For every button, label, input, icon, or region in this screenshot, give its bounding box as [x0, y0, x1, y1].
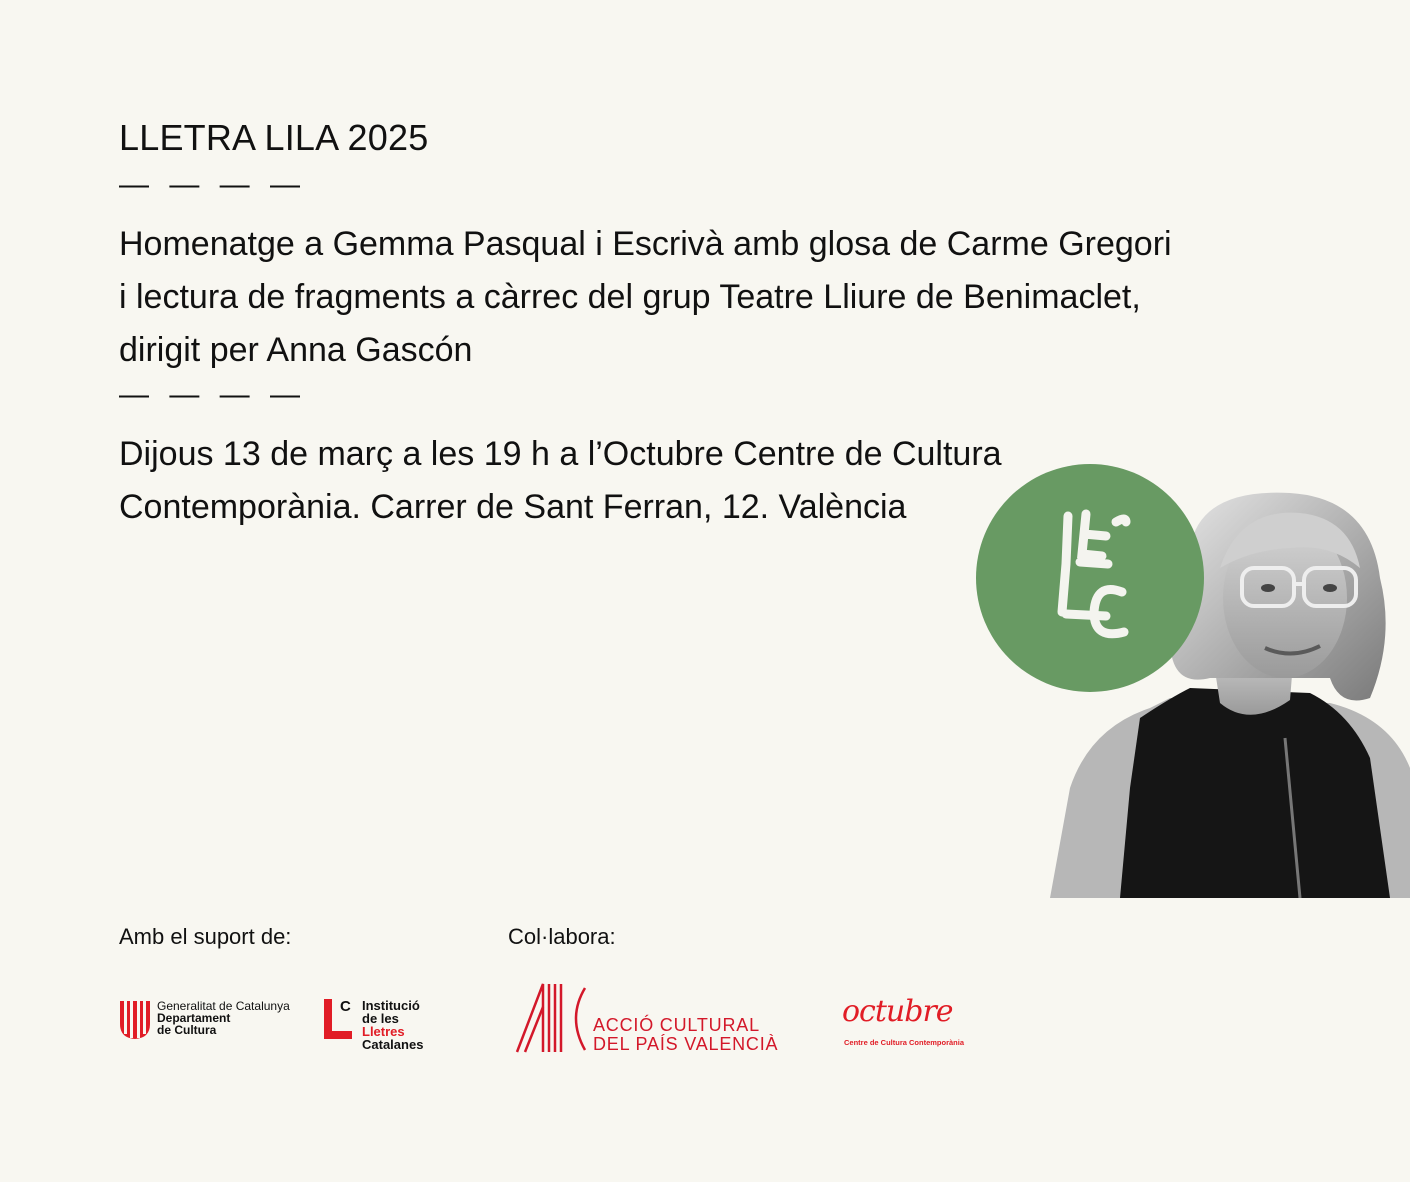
senyera-icon — [119, 1000, 151, 1040]
event-title: LLETRA LILA 2025 — [119, 117, 429, 158]
support-label: Amb el suport de: — [119, 924, 292, 949]
acpv-logo — [515, 982, 779, 1056]
ilc-line-part: de les — [362, 1011, 399, 1026]
generalitat-line: de Cultura — [157, 1023, 217, 1037]
institucio-lletres-logo — [324, 998, 474, 1052]
aelc-logo-icon — [976, 464, 1204, 692]
octubre-logo — [842, 994, 972, 1050]
event-details — [119, 428, 1119, 534]
ilc-line-part: Lletres — [362, 1024, 405, 1039]
collab-label: Col·labora: — [508, 924, 616, 949]
details-line: Contemporània. Carrer de Sant Ferran, 12. València — [119, 488, 907, 526]
description-line: dirigit per Anna Gascón — [119, 331, 473, 369]
description-line: i lectura de fragments a càrrec del grup Teatre Lliure de Benimaclet, — [119, 278, 1141, 316]
octubre-wordmark: octubre — [842, 994, 953, 1029]
ilc-line — [362, 1012, 423, 1038]
octubre-subtitle: Centre de Cultura Contemporània — [844, 1038, 965, 1047]
acpv-line: ACCIÓ CULTURAL — [593, 1015, 760, 1035]
acpv-line: DEL PAÍS VALENCIÀ — [593, 1034, 779, 1054]
separator-top: — — — — — [119, 168, 307, 201]
generalitat-line: Generalitat de Catalunya — [157, 999, 290, 1013]
generalitat-logo — [119, 998, 299, 1042]
description-line: Homenatge a Gemma Pasqual i Escrivà amb glosa de Carme Gregori — [119, 225, 1172, 263]
details-line: Dijous 13 de març a les 19 h a l’Octubre Centre de Cultura — [119, 435, 1002, 473]
separator-bottom: — — — — — [119, 378, 307, 411]
ilc-c-mark: C — [340, 998, 351, 1015]
ilc-line: Catalanes — [362, 1037, 424, 1052]
ilc-line: Institució — [362, 998, 420, 1013]
event-description — [119, 218, 1319, 377]
acpv-mark-icon — [515, 982, 589, 1056]
generalitat-line: Departament — [157, 1011, 231, 1025]
